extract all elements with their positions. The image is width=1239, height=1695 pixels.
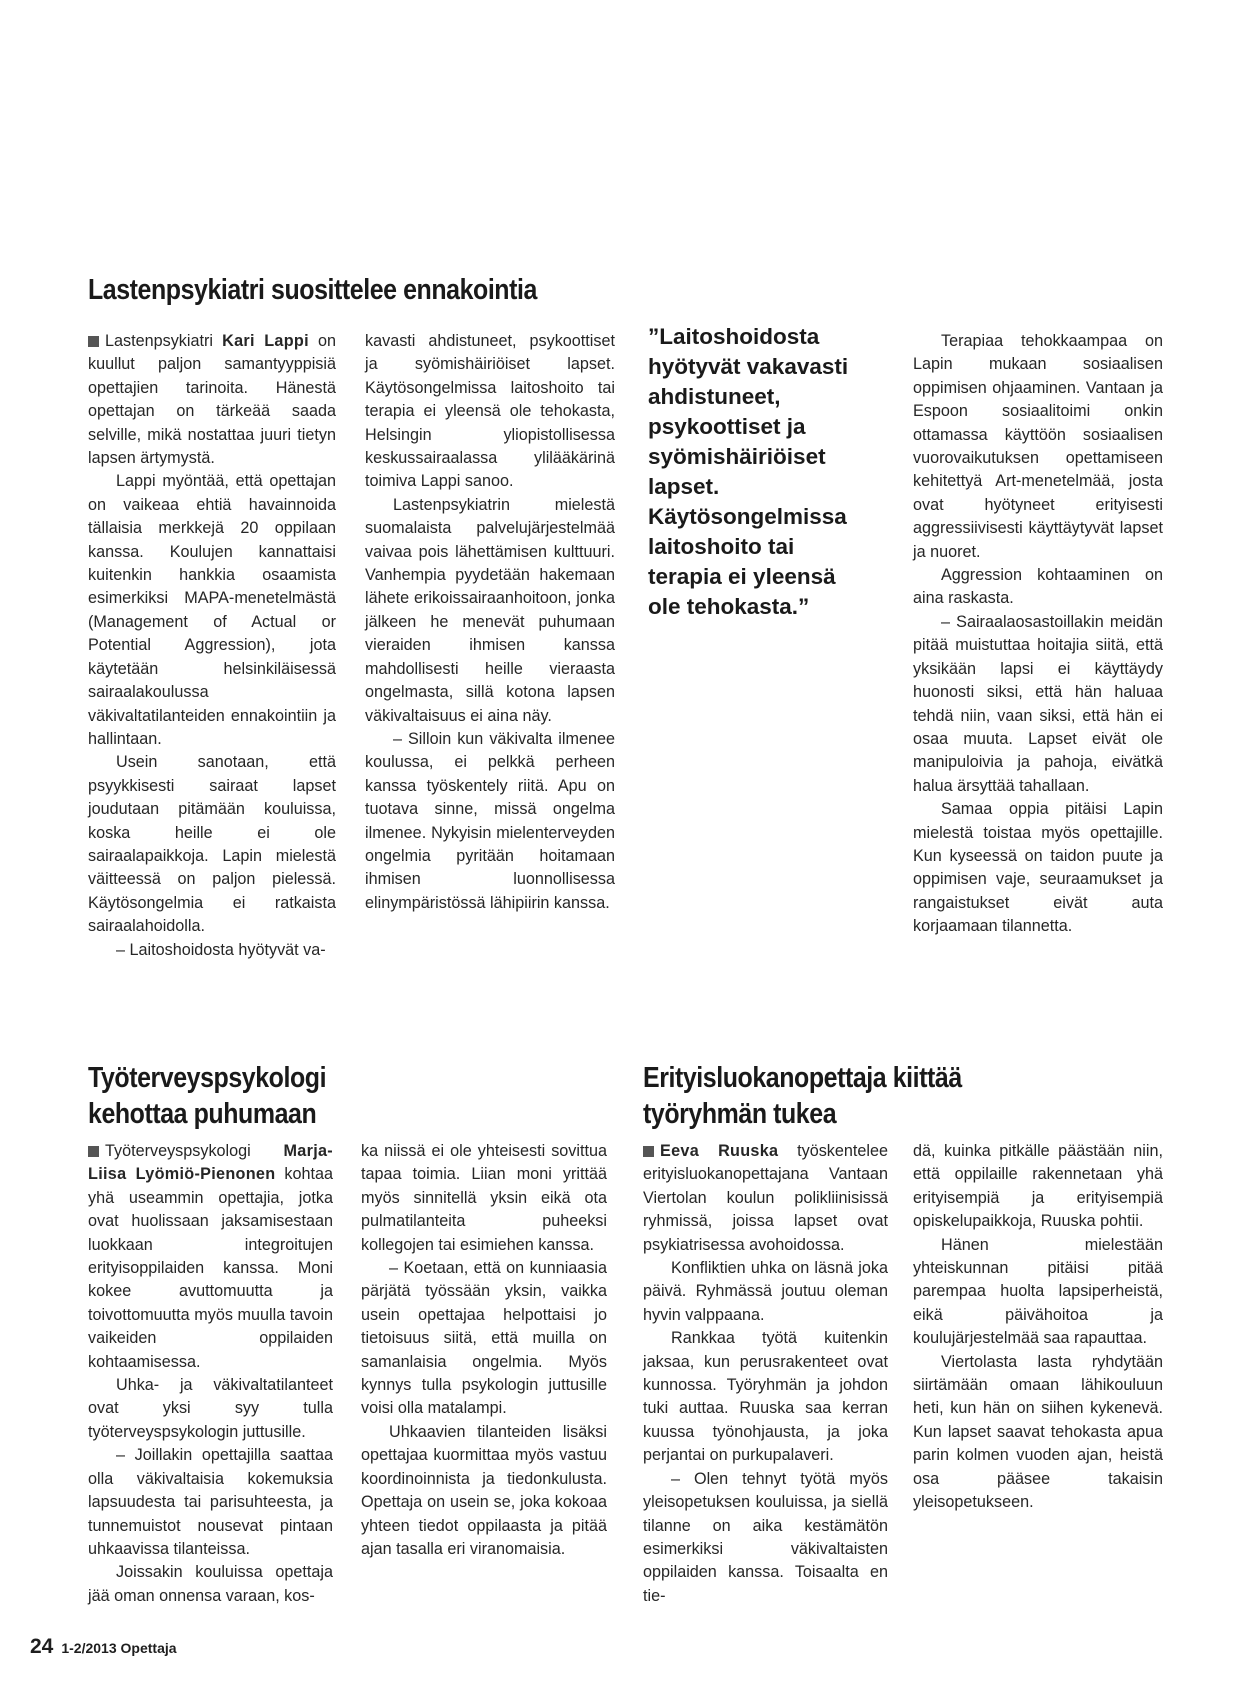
- article2-headline: Työterveyspsykologi kehottaa puhumaan: [88, 1062, 327, 1130]
- paragraph: Joissakin kouluissa opettaja jää oman onnensa varaan, kos-: [88, 1563, 333, 1605]
- paragraph: dä, kuinka pitkälle päästään niin, että oppilaille rakennetaan yhä erityisempiä ja erityisempiä opiskelupaikkoja, Ruuska pohtii.: [913, 1142, 1163, 1231]
- paragraph: Uhka- ja väkivaltatilanteet ovat yksi syy tulla työterveyspsykologin juttusille.: [88, 1376, 333, 1441]
- article2-column-1: [88, 1140, 333, 1608]
- article3-headline: Erityisluokanopettaja kiittää työryhmän tukea: [643, 1062, 962, 1130]
- issue-label: 1-2/2013 Opettaja: [61, 1640, 177, 1656]
- paragraph: Viertolasta lasta ryhdytään siirtämään omaan lähikouluun heti, kun hän on siihen kykenevä. Kun lapset saavat tehokasta apua parin kolmen vuoden ajan, heistä osa pääsee takaisin yleisopetukseen.: [913, 1352, 1163, 1512]
- paragraph: – Sairaalaosastoillakin meidän pitää muistuttaa hoitajia siitä, että yksikään lapsi ei käyttäydy huonosti siksi, että hän haluaa tehdä niin, vaan siksi, että hän ei osaa muuta. Lapset eivät ole manipuloivia ja pahoja, eivätkä halua ärsyttää tahallaan.: [913, 612, 1163, 795]
- square-bullet-icon: [88, 336, 99, 347]
- paragraph: kavasti ahdistuneet, psykoottiset ja syömishäiriöiset lapset. Käytösongelmissa laitoshoito tai terapia ei yleensä ole tehokasta, Helsingin yliopistollisessa keskussairaalassa ylilääkärinä toimiva Lappi sanoo.: [365, 332, 615, 491]
- paragraph: ka niissä ei ole yhteisesti sovittua tapaa toimia. Liian moni yrittää myös sinnitellä yksin eikä ota pulmatilanteita puheeksi kollegojen tai esimiehen kanssa.: [361, 1142, 607, 1254]
- paragraph: Hänen mielestään yhteiskunnan pitäisi pitää parempaa huolta lapsiperheistä, eikä päivähoitoa ja koulujärjestelmää saa rapauttaa.: [913, 1235, 1163, 1348]
- paragraph: – Joillakin opettajilla saattaa olla väkivaltaisia kokemuksia lapsuudesta tai parisuhteesta, ja tunnemuistot nousevat pintaan uhkaavissa tilanteissa.: [88, 1446, 333, 1558]
- paragraph: – Olen tehnyt työtä myös yleisopetuksen kouluissa, ja siellä tilanne on aika kestämätön esimerkiksi väkivaltaisten oppilaiden kanssa. Toisaalta en tie-: [643, 1469, 888, 1605]
- article1-headline: Lastenpsykiatri suosittelee ennakointia: [88, 274, 537, 306]
- article2-lead-paragraph: Työterveyspsykologi Marja-Liisa Lyömiö-Pienonen kohtaa yhä useammin opettajia, jotka ovat huolissaan jaksamisestaan luokkaan integroitujen erityisoppilaiden kanssa. Moni kokee avuttomuutta ja toivottomuutta myös muulla tavoin vaikeiden oppilaiden kohtaamisessa.: [88, 1142, 333, 1371]
- article1-column-1: [88, 330, 336, 962]
- article1-column-4: [913, 330, 1163, 939]
- paragraph: Rankkaa työtä kuitenkin jaksaa, kun perusrakenteet ovat kunnossa. Työryhmän ja johdon tuki auttaa. Ruuska saa kerran kuussa työnohjausta, ja joka perjantai on purkupalaveri.: [643, 1329, 888, 1465]
- paragraph: Lastenpsykiatrin mielestä suomalaista palvelujärjestelmää vaivaa pois lähettämisen kulttuuri. Vanhempia pyydetään hakemaan lähete erikoissairaanhoitoon, jonka jälkeen he menevät puhumaan vieraiden ihmisen kanssa mahdollisesti heille vieraasta ongelmasta, sillä kotona lapsen väkivaltaisuus ei aina näy.: [365, 495, 615, 725]
- article3-lead-paragraph: Eeva Ruuska työskentelee erityisluokanopettajana Vantaan Viertolan koulun polikliinisissä ryhmissä, joissa lapset ovat psykiatrisessa avohoidossa.: [643, 1142, 888, 1254]
- square-bullet-icon: [643, 1146, 654, 1157]
- article3-column-1: [643, 1140, 888, 1608]
- article1-lead-paragraph: Lastenpsykiatri Kari Lappi on kuullut paljon samantyyppisiä opettajien tarinoita. Hänestä opettajan on tärkeää saada selville, mikä nostattaa juuri tietyn lapsen ärtymystä.: [88, 332, 336, 468]
- paragraph: Samaa oppia pitäisi Lapin mielestä toistaa myös opettajille. Kun kyseessä on taidon puute ja oppimisen vaje, seuraamukset ja rangaistukset eivät auta korjaamaan tilannetta.: [913, 800, 1163, 936]
- person-name: Kari Lappi: [222, 332, 309, 350]
- person-name: Eeva Ruuska: [660, 1142, 779, 1160]
- square-bullet-icon: [88, 1146, 99, 1157]
- page-number: 24: [30, 1635, 54, 1658]
- paragraph: Konfliktien uhka on läsnä joka päivä. Ryhmässä joutuu oleman hyvin valppaana.: [643, 1259, 888, 1324]
- paragraph: Aggression kohtaaminen on aina raskasta.: [913, 566, 1163, 608]
- paragraph: – Koetaan, että on kunniaasia pärjätä työssään yksin, vaikka usein opettajaa helpottaisi jo tietoisuus siitä, että muilla on samanlaisia ongelmia. Myös kynnys tulla psykologin juttusille voisi olla matalampi.: [361, 1259, 607, 1418]
- article1-column-2: [365, 330, 615, 915]
- page-footer: [30, 1635, 177, 1659]
- paragraph: Terapiaa tehokkaampaa on Lapin mukaan sosiaalisen oppimisen ohjaaminen. Vantaan ja Espoon sosiaalitoimi onkin ottamassa käyttöön sosiaalisen vuorovaikutuksen opettamiseen kehitettyä Art-menetelmää, josta ovat hyötyneet erityisesti aggressiivisesti käyttäytyvät lapset ja nuoret.: [913, 332, 1163, 561]
- paragraph: – Laitoshoidosta hyötyvät va-: [116, 940, 326, 959]
- paragraph: – Silloin kun väkivalta ilmenee koulussa, ei pelkkä perheen kanssa työskentely riitä. Apu on tuotava sinne, missä ongelma ilmenee. Nykyisin mielenterveyden ongelmia pyritään hoitamaan ihmisen luonnollisessa elinympäristössä lähipiirin kanssa.: [365, 729, 615, 912]
- article2-column-2: [361, 1140, 607, 1561]
- person-name: Marja-Liisa Lyömiö-Pienonen: [88, 1142, 333, 1184]
- pull-quote: ”Laitoshoidosta hyötyvät vakavasti ahdistuneet, psykoottiset ja syömishäiriöiset lapset. Käytösongelmissa laitoshoito tai terapia ei yleensä ole tehokasta.”: [648, 324, 849, 619]
- paragraph: Uhkaavien tilanteiden lisäksi opettajaa kuormittaa myös vastuu koordinoinnista ja tiedonkulusta. Opettaja on usein se, joka kokoaa yhteen tiedot oppilaasta ja pitää ajan tasalla eri viranomaisia.: [361, 1422, 607, 1558]
- paragraph: Usein sanotaan, että psyykkisesti sairaat lapset joudutaan pitämään kouluissa, koska heille ei ole sairaalapaikkoja. Lapin mielestä väitteessä on paljon pielessä. Käytösongelmia ei ratkaista sairaalahoidolla.: [88, 753, 336, 936]
- paragraph: Lappi myöntää, että opettajan on vaikeaa ehtiä havainnoida tällaisia merkkejä 20 oppilaan kanssa. Koulujen kannattaisi kuitenkin hankkia osaamista esimerkiksi MAPA-menetelmästä (Management of Actual or Potential Aggression), jota käytetään helsinkiläisessä sairaalakoulussa väkivaltatilanteiden ennakointiin ja hallintaan.: [88, 472, 336, 748]
- article3-column-2: [913, 1140, 1163, 1515]
